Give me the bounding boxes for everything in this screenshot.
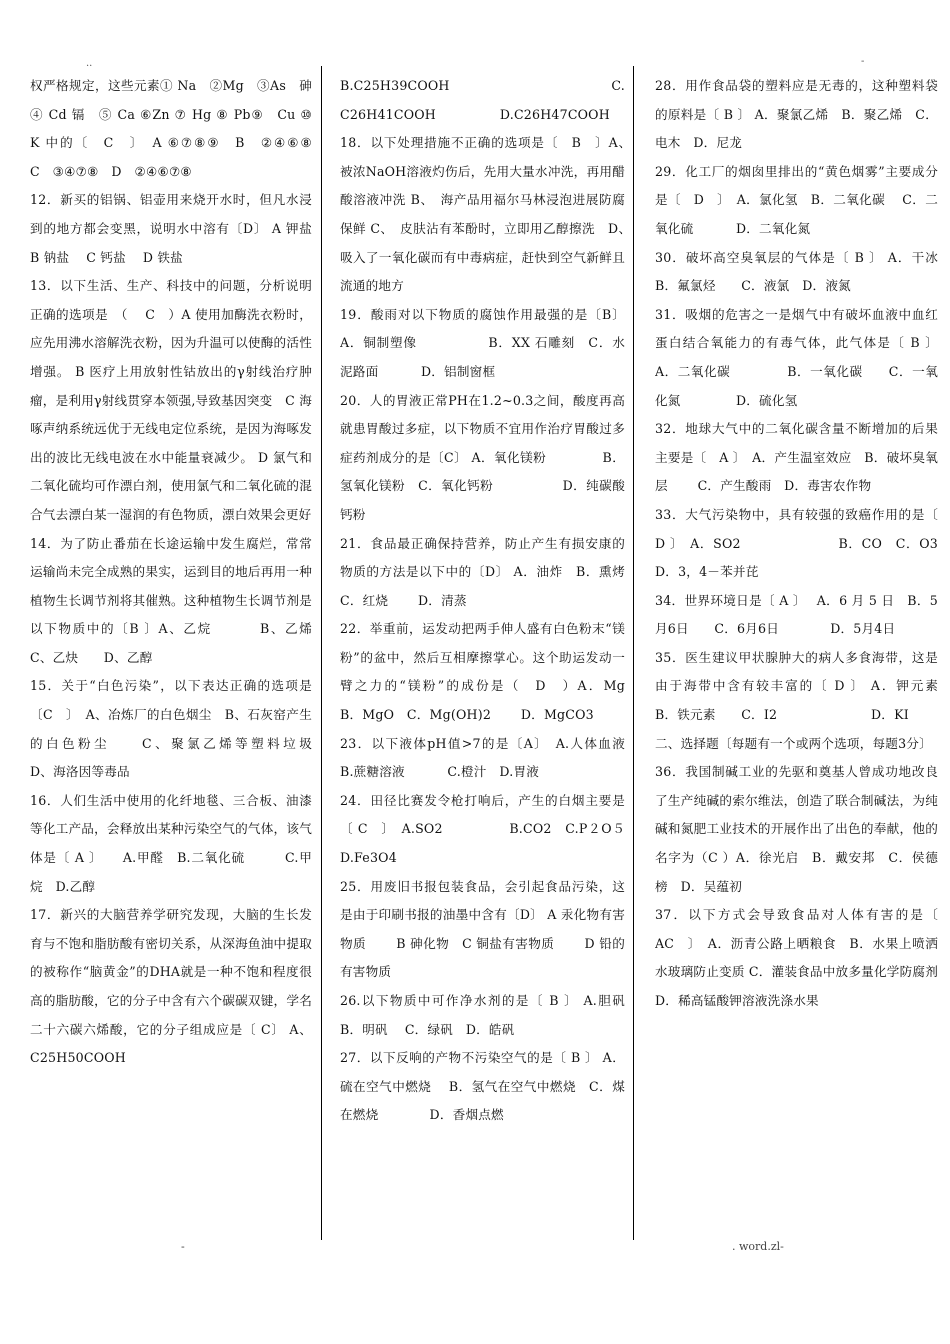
section-heading: 二、选择题〔每题有一个或两个选项，每题3分〕 [655, 735, 932, 751]
question-29: 29．化工厂的烟囱里排出的“黄色烟雾”主要成分是〔 D 〕 A．氯化氢 B．二氧化碳 C．二氧化硫 D．二氧化氮 [655, 163, 938, 236]
question-36: 36．我国制碱工业的先驱和奠基人曾成功地改良了生产纯碱的索尔维法，创造了联合制碱法，为纯碱和氮肥工业技术的开展作出了出色的奉献，他的名字为（C ）A．徐光启 B．戴安邦 C．侯德榜 D．吴蕴初 [655, 764, 938, 894]
question-27: 27．以下反响的产物不污染空气的是〔 B 〕 A．硫在空气中燃烧 B．氢气在空气中燃烧 C．煤在燃烧 D．香烟点燃 [340, 1050, 625, 1123]
question-19: 19．酸雨对以下物质的腐蚀作用最强的是〔B〕 A．铜制塑像 B．XX 石雕刻 C．水泥路面 D．铝制窗框 [340, 306, 625, 379]
question-21: 21．食品最正确保持营养，防止产生有损安康的物质的方法是以下中的〔D〕 A．油炸 B．熏烤 C．红烧 D．清蒸 [340, 535, 625, 608]
question-15: 15．关于“白色污染”，以下表达正确的选项是〔C 〕 A、冶炼厂的白色烟尘 B、石灰窑产生的白色粉尘 C、聚氯乙烯等塑料垃圾 D、海洛因等毒品 [30, 678, 312, 780]
question-28: 28．用作食品袋的塑料应是无毒的，这种塑料袋的原料是〔 B 〕 A．聚氯乙烯 B．聚乙烯 C．电木 D．尼龙 [655, 78, 938, 151]
column-left [30, 72, 312, 1240]
question-20: 20．人的胃液正常PH在1.2~0.3之间，酸度再高就患胃酸过多症，以下物质不宜用作治疗胃酸过多症药剂成分的是〔C〕 A．氧化镁粉 B．氢氧化镁粉 C．氧化钙粉 D．纯碳酸钙粉 [340, 392, 625, 522]
question-32: 32．地球大气中的二氧化碳含量不断增加的后果主要是〔 A 〕 A．产生温室效应 B．破坏臭氧层 C．产生酸雨 D．毒害农作物 [655, 421, 938, 494]
question-22: 22．举重前，运发动把两手伸人盛有白色粉末“镁粉”的盆中，然后互相摩擦掌心。这个助运发动一臂之力的“镁粉”的成份是（ D ）A．Mg B．MgO C．Mg(OH)2 D．MgCO3 [340, 621, 625, 723]
question-14: 14．为了防止番茄在长途运输中发生腐烂，常常运输尚未完全成熟的果实，运到目的地后再用一种植物生长调节剂将其催熟。这种植物生长调节剂是以下物质中的〔B 〕A、乙烷 B、乙烯 C、乙炔 D、乙醇 [30, 535, 312, 665]
footer-site-text: . word.zl- [732, 1240, 784, 1253]
footer-left-mark: - [181, 1240, 185, 1253]
question-12: 12．新买的铝锅、铝壶用来烧开水时，但凡水浸到的地方都会变黑，说明水中溶有〔D〕 A 钾盐 B 钠盐 C 钙盐 D 铁盐 [30, 192, 312, 265]
question-23: 23．以下液体pH值>7的是〔A〕 A.人体血液 B.蔗糖溶液 C.橙汁 D.胃液 [340, 735, 625, 780]
question-33: 33．大气污染物中，具有较强的致癌作用的是〔 D 〕 A．SO2 B．CO C．O3 D．3，4－苯并芘 [655, 506, 938, 580]
column-divider [633, 66, 634, 1240]
question-16: 16．人们生活中使用的化纤地毯、三合板、油漆等化工产品，会释放出某种污染空气的气体，该气体是〔 A 〕 A.甲醛 B.二氧化硫 C.甲烷 D.乙醇 [30, 792, 312, 894]
question-25: 25．用废旧书报包装食品，会引起食品污染，这是由于印刷书报的油墨中含有〔D〕 A 汞化物有害物质 B 砷化物 C 铜盐有害物质 D 铅的有害物质 [340, 878, 625, 980]
question-31: 31．吸烟的危害之一是烟气中有破坏血液中血红蛋白结合氧能力的有毒气体，此气体是〔 B 〕 A．二氧化碳 B．一氧化碳 C．一氧化氮 D．硫化氢 [655, 306, 938, 408]
column-divider [321, 66, 322, 1240]
header-left-mark: .. [86, 58, 93, 69]
column-right [655, 72, 938, 1240]
question-13: 13．以下生活、生产、科技中的问题，分析说明正确的选项是 （ C ）A 使用加酶洗衣粉时，应先用沸水溶解洗衣粉，因为升温可以使酶的活性增强。 B 医疗上用放射性钴放出的γ射线治疗肿瘤，是利用γ射线贯穿本领强,导致基因突变 C 海啄声纳系统远优于无线电定位系统，是因为海啄发出的波比无线电波在水中能量衰减少。 D 氯气和二氧化硫均可作漂白剂，使用氯气和二氧化硫的混合气去漂白某一湿润的有色物质，漂白效果会更好 [30, 278, 312, 522]
question-24: 24．田径比赛发令枪打响后，产生的白烟主要是〔 C 〕 A.SO2 B.CO2 C.P２O５ D.Fe3O4 [340, 792, 625, 866]
paragraph: 权严格规定，这些元素① Na ②Mg ③As 砷 ④ Cd 镉 ⑤ Ca ⑥Zn ⑦ Hg ⑧ Pb⑨ Cu ⑩ K 中的〔 C 〕 A ⑥⑦⑧⑨ B ②④⑥⑧ C ③④⑦⑧ D ②④⑥⑦⑧ [30, 78, 312, 179]
question-18: 18．以下处理措施不正确的选项是〔 B 〕A、 被浓NaOH溶液灼伤后，先用大量水冲洗，再用醋酸溶液冲洗 B、 海产品用福尔马林浸泡进展防腐保鲜 C、 皮肤沾有苯酚时，立即用乙醇擦洗 D、 吸入了一氧化碳而有中毒病症，赶快到空气新鲜且流通的地方 [340, 135, 625, 294]
question-17: 17．新兴的大脑营养学研究发现，大脑的生长发育与不饱和脂肪酸有密切关系，从深海鱼油中提取的被称作“脑黄金”的DHA就是一种不饱和程度很高的脂肪酸，它的分子中含有六个碳碳双键，学名二十六碳六烯酸，它的分子组成应是〔 C〕 A、C25H50COOH [30, 907, 312, 1066]
question-35: 35．医生建议甲状腺肿大的病人多食海带，这是由于海带中含有较丰富的〔 D 〕 A．钾元素 B．铁元素 C．I2 D．KI [655, 649, 938, 723]
column-middle [340, 72, 625, 1240]
question-17-options: B.C25H39COOH C. C26H41COOH D.C26H47COOH [340, 78, 625, 122]
question-37: 37．以下方式会导致食品对人体有害的是〔 AC 〕 A．沥青公路上晒粮食 B．水果上喷洒水玻璃防止变质 C．灌装食品中放多量化学防腐剂 D．稀高锰酸钾溶液洗涤水果 [655, 907, 938, 1008]
question-26: 26.以下物质中可作净水剂的是〔 B 〕 A.胆矾 B．明矾 C．绿矾 D．皓矾 [340, 993, 625, 1037]
header-right-mark: - [861, 56, 865, 67]
question-34: 34．世界环境日是〔 A 〕 A．6 月 5 日 B．5月6日 C．6月6日 D．5月4日 [655, 592, 938, 637]
question-30: 30．破坏高空臭氧层的气体是〔 B 〕 A．干冰 B．氟氯烃 C．液氯 D．液氮 [655, 249, 938, 294]
